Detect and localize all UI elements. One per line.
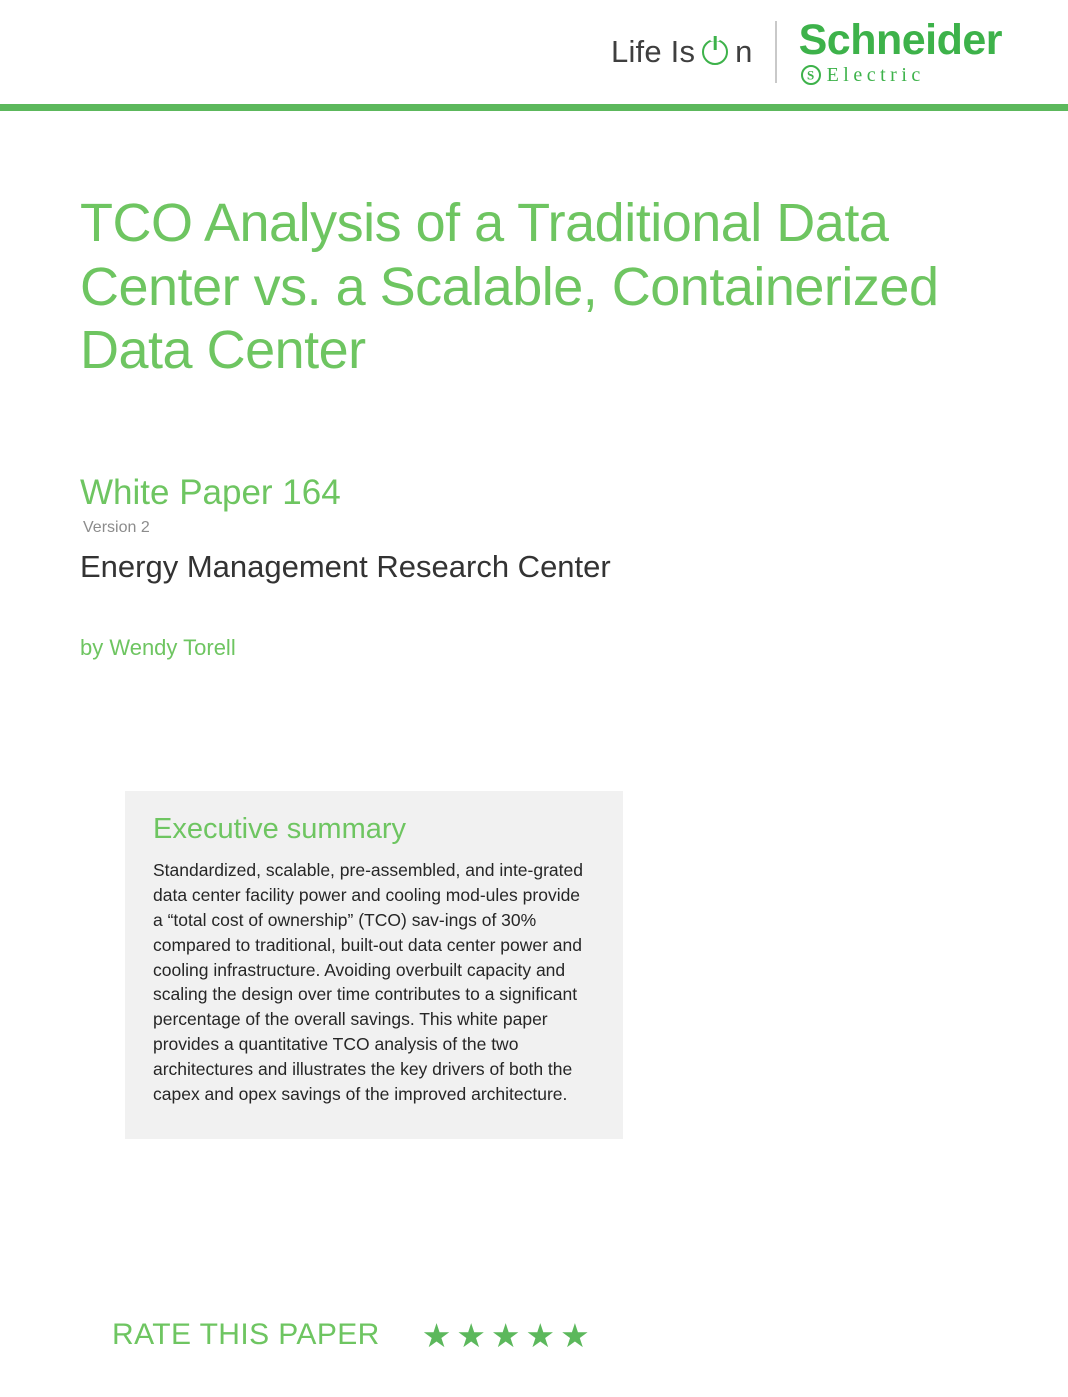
- star-icon[interactable]: ★: [560, 1316, 590, 1354]
- schneider-logo-icon: [801, 65, 821, 85]
- brand-divider: [775, 21, 777, 83]
- brand-sub-label: Electric: [826, 64, 925, 86]
- page-title: TCO Analysis of a Traditional Data Center vs. a Scalable, Containerized Data Center: [80, 193, 939, 381]
- page-header: [0, 0, 1068, 104]
- star-icon[interactable]: ★: [456, 1316, 486, 1354]
- brand-name: Schneider: [798, 16, 1002, 64]
- star-icon[interactable]: ★: [525, 1316, 556, 1354]
- star-rating[interactable]: [421, 1316, 590, 1354]
- version-label: Version 2: [83, 519, 150, 537]
- brand-lockup: [611, 16, 1002, 86]
- rate-this-paper-label: RATE THIS PAPER: [112, 1318, 380, 1351]
- executive-summary-box: [125, 791, 623, 1138]
- star-icon[interactable]: ★: [490, 1316, 521, 1354]
- executive-summary-heading: Executive summary: [153, 813, 407, 846]
- schneider-electric-logo: [798, 16, 1002, 86]
- star-icon[interactable]: ★: [421, 1316, 452, 1354]
- document-body: [0, 192, 1068, 1139]
- author-byline: by Wendy Torell: [80, 635, 236, 661]
- executive-summary-text: Standardized, scalable, pre-assembled, and inte-grated data center facility power and cooling mod-ules provide a “total cost of ownership” (TCO) sav-ings of 30% compared to traditional, built-out data center power and cooling infrastructure. Avoiding overbuilt capacity and scaling the design over time contributes to a significant percentage of the overall savings. This white paper provides a quantitative TCO analysis of the two architectures and illustrates the key drivers of both the capex and opex savings of the improved architecture.: [153, 860, 583, 1104]
- life-is-on-tagline: [611, 34, 753, 70]
- white-paper-number: White Paper 164: [80, 473, 341, 513]
- rate-this-paper[interactable]: [112, 1318, 590, 1352]
- power-icon: [702, 39, 728, 65]
- header-accent-rule: [0, 104, 1068, 111]
- organization-name: Energy Management Research Center: [80, 549, 611, 585]
- life-is-on-text-left: Life Is: [611, 34, 696, 69]
- life-is-on-text-right: n: [735, 34, 753, 69]
- brand-sub-row: [799, 65, 925, 85]
